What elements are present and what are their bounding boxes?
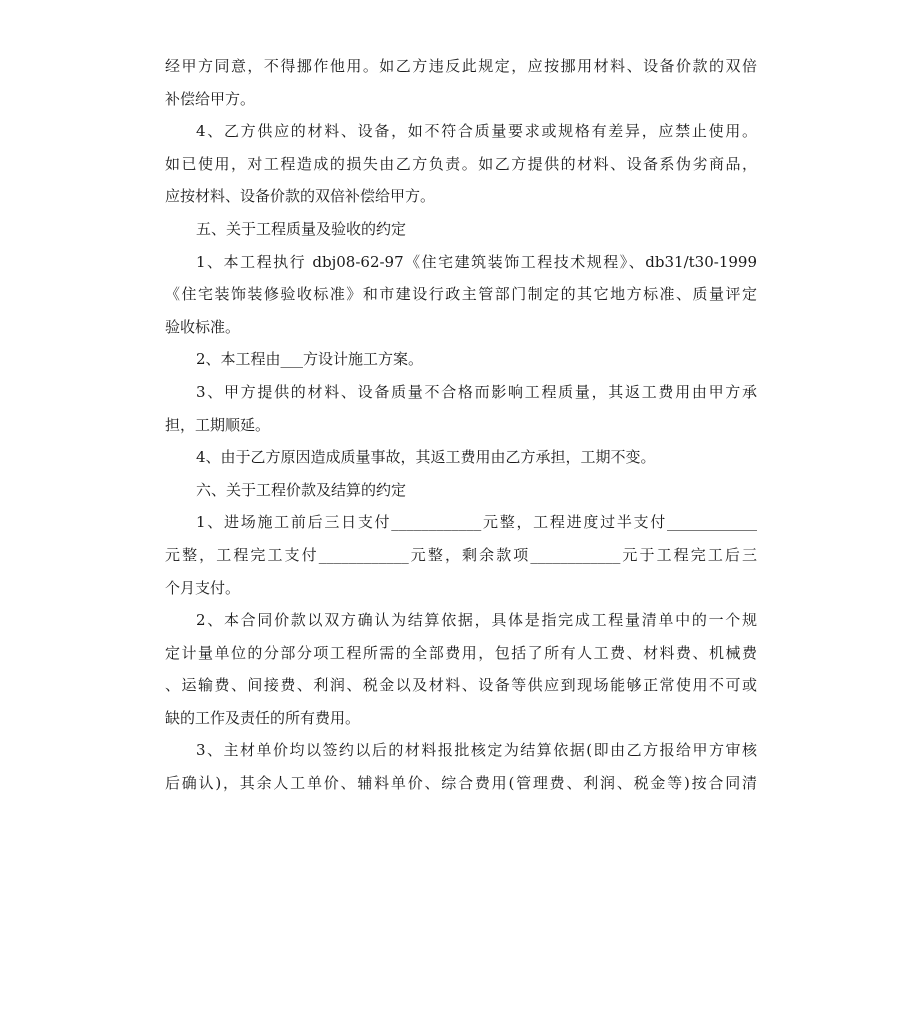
text-line: 定计量单位的分部分项工程所需的全部费用，包括了所有人工费、材料费、机械费	[165, 643, 757, 662]
text-line: 后确认)，其余人工单价、辅料单价、综合费用(管理费、利润、税金等)按合同清	[165, 774, 757, 793]
text-line: 六、关于工程价款及结算的约定	[196, 480, 407, 499]
text-line: 2、本工程由___方设计施工方案。	[196, 350, 424, 369]
text-line: 元整，工程完工支付____________元整，剩余款项____________元于工程完工后三	[165, 545, 757, 564]
text-line: 个月支付。	[165, 578, 241, 597]
text-line: 、运输费、间接费、利润、税金以及材料、设备等供应到现场能够正常使用不可或	[165, 676, 757, 695]
text-line: 五、关于工程质量及验收的约定	[196, 219, 407, 238]
text-line: 1、本工程执行 dbj08-62-97《住宅建筑装饰工程技术规程》、db31/t30-1999	[196, 252, 757, 271]
text-line: 验收标准。	[165, 317, 241, 336]
text-line: 如已使用，对工程造成的损失由乙方负责。如乙方提供的材料、设备系伪劣商品，	[165, 154, 757, 173]
text-line: 4、由于乙方原因造成质量事故，其返工费用由乙方承担，工期不变。	[196, 448, 656, 467]
text-line: 4、乙方供应的材料、设备，如不符合质量要求或规格有差异，应禁止使用。	[196, 122, 757, 141]
text-line: 3、甲方提供的材料、设备质量不合格而影响工程质量，其返工费用由甲方承	[196, 382, 757, 401]
text-line: 2、本合同价款以双方确认为结算依据，具体是指完成工程量清单中的一个规	[196, 611, 757, 630]
text-line: 缺的工作及责任的所有费用。	[165, 708, 361, 727]
text-line: 经甲方同意，不得挪作他用。如乙方违反此规定，应按挪用材料、设备价款的双倍	[165, 57, 757, 75]
document-page	[165, 50, 757, 800]
text-line: 3、主材单价均以签约以后的材料报批核定为结算依据(即由乙方报给甲方审核	[196, 741, 757, 760]
text-line: 1、进场施工前后三日支付____________元整，工程进度过半支付____________	[196, 513, 757, 532]
text-line: 担，工期顺延。	[165, 415, 271, 434]
text-line: 《住宅装饰装修验收标准》和市建设行政主管部门制定的其它地方标准、质量评定	[165, 285, 757, 304]
text-line: 应按材料、设备价款的双倍补偿给甲方。	[165, 187, 436, 206]
text-line: 补偿给甲方。	[165, 89, 256, 108]
